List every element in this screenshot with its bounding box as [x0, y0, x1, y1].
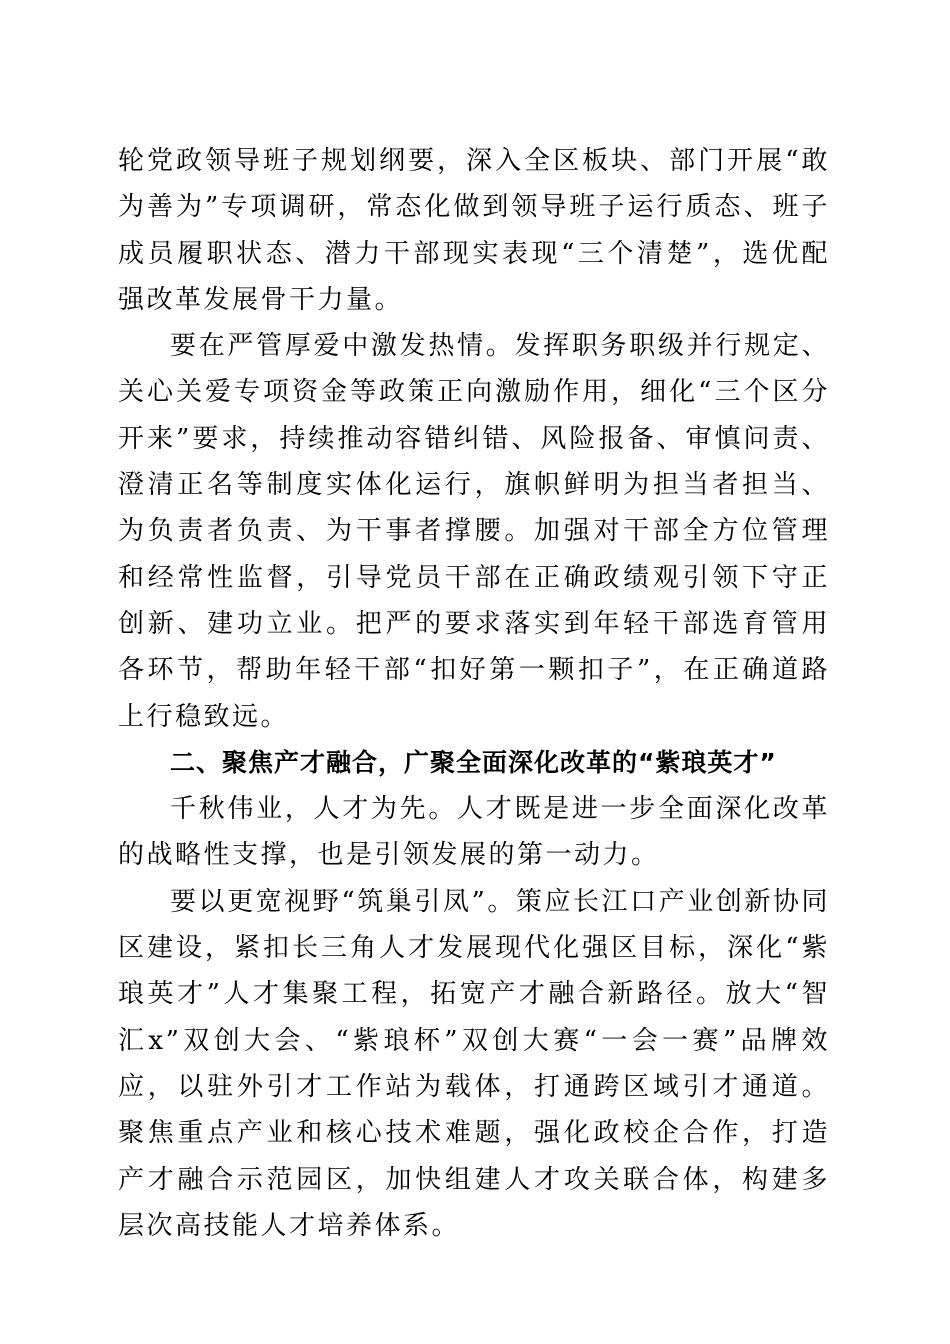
paragraph-strict-management: 要在严管厚爱中激发热情。发挥职务职级并行规定、关心关爱专项资金等政策正向激励作用，细化“三个区分开来”要求，持续推动容错纠错、风险报备、审慎问责、澄清正名等制度实体化运行，旗帜鲜明为担当者担当、为负责者负责、为干事者撑腰。加强对干部全方位管理和经常性监督，引导党员干部在正确政绩观引领下守正创新、建功立业。把严的要求落实到年轻干部选育管用各环节，帮助年轻干部“扣好第一颗扣子”，在正确道路上行稳致远。 — [118, 331, 830, 732]
document-body — [118, 138, 830, 1249]
section-heading: 二、聚焦产才融合，广聚全面深化改革的“紫琅英才” — [170, 747, 777, 777]
paragraph-talent-intro: 千秋伟业，人才为先。人才既是进一步全面深化改革的战略性支撑，也是引领发展的第一动力。 — [118, 794, 830, 871]
paragraph-talent-attraction: 要以更宽视野“筑巢引凤”。策应长江口产业创新协同区建设，紧扣长三角人才发展现代化强区目标，深化“紫琅英才”人才集聚工程，拓宽产才融合新路径。放大“智汇x”双创大会、“紫琅杯”双创大赛“一会一赛”品牌效应，以驻外引才工作站为载体，打通跨区域引才通道。聚焦重点产业和核心技术难题，强化政校企合作，打造产才融合示范园区，加快组建人才攻关联合体，构建多层次高技能人才培养体系。 — [118, 886, 830, 1241]
paragraph-continued: 轮党政领导班子规划纲要，深入全区板块、部门开展“敢为善为”专项调研，常态化做到领导班子运行质态、班子成员履职状态、潜力干部现实表现“三个清楚”，选优配强改革发展骨干力量。 — [118, 146, 830, 315]
